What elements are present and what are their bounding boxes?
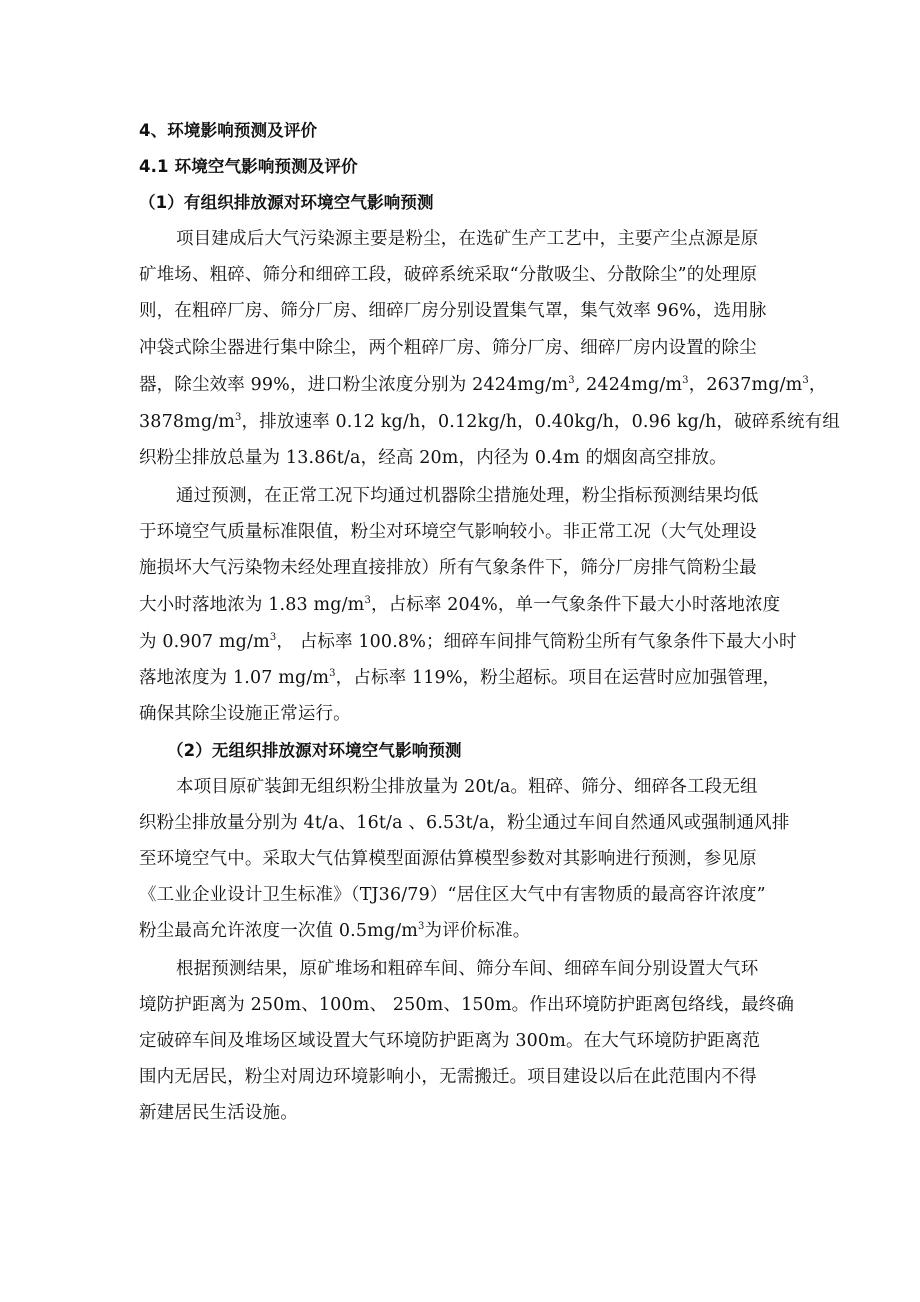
text-run: ，占标率 119%，粉尘超标。项目在运营时应加强管理， [335, 668, 781, 688]
paragraph-line: 确保其除尘设施正常运行。 [139, 704, 351, 724]
paragraph-line: 织粉尘排放量分别为 4t/a、16t/a 、6.53t/a，粉尘通过车间自然通风或强制通风排 [139, 813, 790, 833]
paragraph-line: 织粉尘排放总量为 13.86t/a，经高 20m，内径为 0.4m 的烟囱高空排放。 [139, 448, 727, 468]
superscript: 3 [418, 921, 425, 933]
superscript: 3 [802, 375, 809, 387]
superscript: 3 [568, 375, 575, 387]
text-run: ，占标率 204%，单一气象条件下最大小时落地浓度 [370, 595, 781, 615]
text-run: ， [808, 375, 827, 395]
text-run: 粉尘最高允许浓度一次值 0.5mg/m [139, 921, 419, 941]
paragraph-line: 定破碎车间及堆场区域设置大气环境防护距离为 300m。在大气环境防护距离范 [139, 1031, 761, 1051]
paragraph-line: 项目建成后大气污染源主要是粉尘，在选矿生产工艺中，主要产尘点源是原 [176, 229, 759, 249]
paragraph-line: 根据预测结果，原矿堆场和粗碎车间、筛分车间、细碎车间分别设置大气环 [176, 959, 759, 979]
paragraph-line: 境防护距离为 250m、100m、 250m、150m。作出环境防护距离包络线，最终确 [139, 995, 795, 1015]
superscript: 3 [364, 595, 371, 607]
text-run: 器，除尘效率 99%，进口粉尘浓度分别为 2424mg/m [139, 375, 569, 395]
paragraph-line [139, 666, 780, 690]
paragraph-line: 冲袋式除尘器进行集中除尘，两个粗碎厂房、筛分厂房、细碎厂房内设置的除尘 [139, 338, 757, 358]
chapter-heading: 4、环境影响预测及评价 [139, 121, 318, 140]
paragraph-line [139, 410, 840, 434]
paragraph-line: 于环境空气质量标准限值，粉尘对环境空气影响较小。非正常工况（大气处理设 [139, 522, 757, 542]
paragraph-line [139, 919, 530, 943]
text-run: ，排放速率 0.12 kg/h，0.12kg/h，0.40kg/h，0.96 kg/h，破碎系统有组 [241, 412, 840, 432]
subsection-heading-organized: （1）有组织排放源对环境空气影响预测 [139, 193, 434, 212]
text-run: 为评价标准。 [424, 921, 531, 941]
paragraph-line: 本项目原矿装卸无组织粉尘排放量为 20t/a。粗碎、筛分、细碎各工段无组 [176, 777, 758, 797]
superscript: 3 [329, 668, 336, 680]
text-run: 大小时落地浓为 1.83 mg/m [139, 595, 365, 615]
superscript: 3 [682, 375, 689, 387]
paragraph-line [139, 373, 827, 397]
paragraph-line: 《工业企业设计卫生标准》（TJ36/79）“居住区大气中有害物质的最高容许浓度” [139, 885, 766, 905]
text-run: 3878mg/m [139, 412, 236, 432]
text-run: ，2637mg/m [688, 375, 803, 395]
text-run: , 2424mg/m [574, 375, 683, 395]
paragraph-line: 至环境空气中。采取大气估算模型面源估算模型参数对其影响进行预测，参见原 [139, 849, 757, 869]
superscript: 3 [269, 632, 277, 644]
paragraph-line: 通过预测，在正常工况下均通过机器除尘措施处理，粉尘指标预测结果均低 [176, 486, 759, 506]
text-run: 为 0.907 mg/m [139, 632, 270, 652]
paragraph-line: 围内无居民，粉尘对周边环境影响小，无需搬迁。项目建设以后在此范围内不得 [139, 1067, 757, 1087]
section-heading: 4.1 环境空气影响预测及评价 [139, 157, 358, 176]
paragraph-line: 则，在粗碎厂房、筛分厂房、细碎厂房分别设置集气罩，集气效率 96%，选用脉 [139, 301, 767, 321]
subsection-heading-fugitive: （2）无组织排放源对环境空气影响预测 [167, 741, 462, 760]
paragraph-line: 矿堆场、粗碎、筛分和细碎工段，破碎系统采取“分散吸尘、分散除尘”的处理原 [139, 265, 758, 285]
paragraph-line [139, 630, 797, 654]
paragraph-line: 施损坏大气污染物未经处理直接排放）所有气象条件下，筛分厂房排气筒粉尘最 [139, 558, 757, 578]
text-run: ， 占标率 100.8%；细碎车间排气筒粉尘所有气象条件下最大小时 [276, 632, 797, 652]
paragraph-line: 新建居民生活设施。 [139, 1103, 298, 1123]
superscript: 3 [235, 412, 242, 424]
text-run: 落地浓度为 1.07 mg/m [139, 668, 330, 688]
paragraph-line [139, 593, 780, 617]
